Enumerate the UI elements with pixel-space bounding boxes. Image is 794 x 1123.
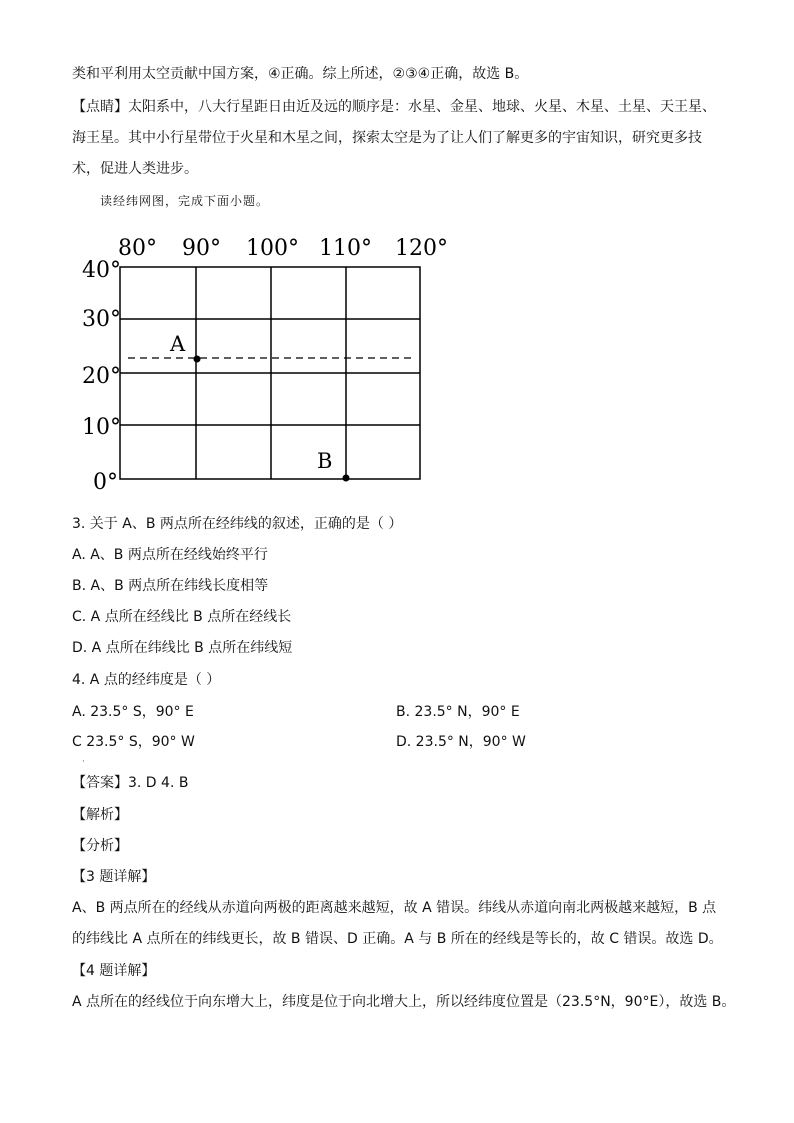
option-d: D. A 点所在纬线比 B 点所在纬线短 [72, 640, 293, 656]
analysis-heading: 【解析】 [72, 807, 128, 823]
answer-line: 【答案】3. D 4. B [72, 775, 189, 791]
question-stem: 4. A 点的经纬度是（ ） [72, 672, 221, 688]
point-a-marker [194, 356, 201, 363]
question-stem: 3. 关于 A、B 两点所在经纬线的叙述，正确的是（ ） [72, 516, 403, 532]
question-intro: 读经纬网图，完成下面小题。 [100, 194, 270, 208]
lat-tick-label: 10° [82, 415, 121, 440]
option-b: B. 23.5° N，90° E [396, 704, 520, 720]
option-c: C. A 点所在经线比 B 点所在经线长 [72, 609, 292, 625]
dot-mark: · [82, 757, 85, 767]
lon-tick-label: 80° [118, 236, 157, 261]
option-b: B. A、B 两点所在纬线长度相等 [72, 578, 269, 594]
lat-lon-grid-figure [0, 225, 794, 490]
q4-detail-heading: 【4 题详解】 [72, 963, 156, 979]
q3-detail-line: A、B 两点所在的经线从赤道向两极的距离越来越短，故 A 错误。纬线从赤道向南北两极越来越短，B 点 [72, 900, 717, 916]
lon-tick-label: 100° [246, 236, 299, 261]
option-a: A. A、B 两点所在经线始终平行 [72, 547, 268, 563]
lon-tick-label: 110° [319, 236, 372, 261]
lat-tick-label: 40° [82, 258, 121, 283]
q3-detail-heading: 【3 题详解】 [72, 869, 156, 885]
point-b-label: B [317, 449, 333, 473]
lat-tick-label: 0° [93, 470, 118, 490]
option-a: A. 23.5° S，90° E [72, 704, 194, 720]
lon-tick-label: 120° [395, 236, 448, 261]
tip-line: 术，促进人类进步。 [72, 161, 198, 177]
point-b-marker [343, 475, 350, 482]
point-a-label: A [170, 332, 186, 356]
option-d: D. 23.5° N，90° W [396, 734, 526, 750]
q4-detail-line: A 点所在的经线位于向东增大上，纬度是位于向北增大上，所以经纬度位置是（23.5°N，90°E），故选 B。 [72, 994, 736, 1010]
lat-tick-label: 30° [82, 307, 121, 332]
lat-tick-label: 20° [82, 364, 121, 389]
option-c: C 23.5° S，90° W [72, 734, 195, 750]
tip-line: 海王星。其中小行星带位于火星和木星之间，探索太空是为了让人们了解更多的宇宙知识，研究更多技 [72, 130, 702, 146]
q3-detail-line: 的纬线比 A 点所在的纬线更长，故 B 错误、D 正确。A 与 B 所在的经线是等长的，故 C 错误。故选 D。 [72, 931, 723, 947]
lon-tick-label: 90° [182, 236, 221, 261]
paragraph-line: 类和平利用太空贡献中国方案，④正确。综上所述，②③④正确，故选 B。 [72, 66, 529, 82]
analysis-subheading: 【分析】 [72, 838, 128, 854]
tip-line: 【点睛】太阳系中，八大行星距日由近及远的顺序是：水星、金星、地球、火星、木星、土星、天王星、 [72, 99, 716, 115]
